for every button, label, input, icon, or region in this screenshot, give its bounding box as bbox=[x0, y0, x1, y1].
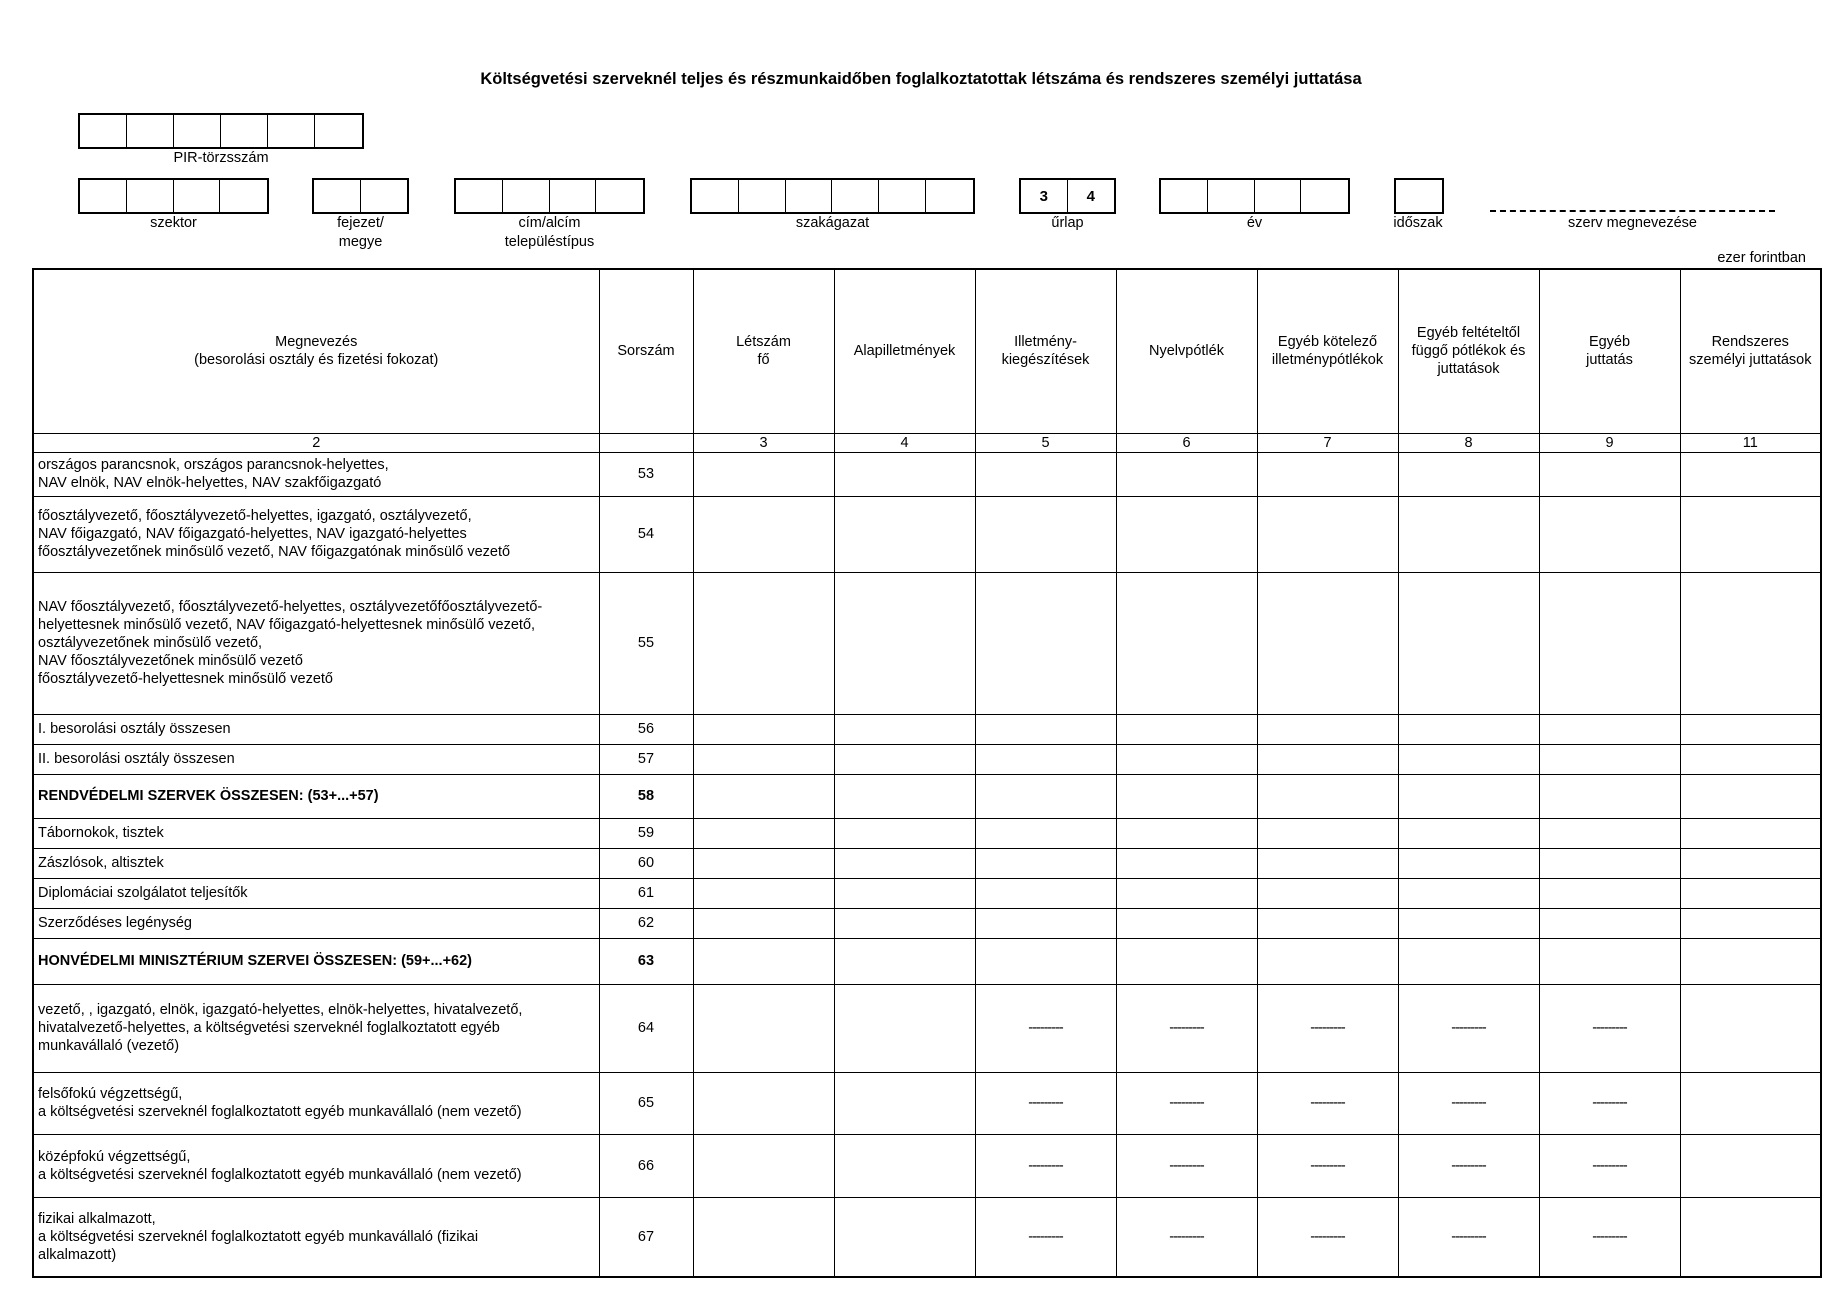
digit-box[interactable] bbox=[926, 180, 973, 212]
row-label bbox=[33, 744, 599, 774]
row-label-line: főosztályvezető, főosztályvezető-helyettes, igazgató, osztályvezető, bbox=[38, 508, 472, 524]
header-line: fő bbox=[757, 352, 770, 369]
cell-supplements[interactable] bbox=[975, 878, 1116, 908]
col-header-headcount bbox=[693, 269, 834, 433]
digit-box[interactable] bbox=[1255, 180, 1302, 212]
org-name-label: szerv megnevezése bbox=[1568, 215, 1697, 231]
cell-supplements[interactable] bbox=[975, 452, 1116, 496]
row-label-line: a költségvetési szerveknél foglalkoztatott egyéb munkavállaló (nem vezető) bbox=[38, 1104, 522, 1120]
column-number: 7 bbox=[1257, 433, 1398, 452]
cell-other-conditional[interactable] bbox=[1398, 714, 1539, 744]
cell-headcount[interactable] bbox=[693, 452, 834, 496]
cell-other-conditional: --------- bbox=[1398, 1134, 1539, 1197]
row-label bbox=[33, 908, 599, 938]
cell-headcount[interactable] bbox=[693, 1072, 834, 1134]
form-digit: 3 bbox=[1021, 180, 1068, 212]
digit-box[interactable] bbox=[314, 180, 361, 212]
cell-supplements[interactable] bbox=[975, 908, 1116, 938]
col-header-supplements bbox=[975, 269, 1116, 433]
header-line: kiegészítések bbox=[1001, 352, 1090, 369]
row-label-line: Tábornokok, tisztek bbox=[38, 825, 164, 841]
row-serial: 54 bbox=[599, 496, 693, 572]
col-header-language-bonus: Nyelvpótlék bbox=[1116, 269, 1257, 433]
digit-box[interactable] bbox=[268, 115, 315, 147]
header-row bbox=[33, 269, 1821, 433]
row-label-line: vezető, , igazgató, elnök, igazgató-helyettes, elnök-helyettes, hivatalvezető, bbox=[38, 1002, 523, 1018]
column-number: 6 bbox=[1116, 433, 1257, 452]
digit-box[interactable] bbox=[174, 115, 221, 147]
cell-base-salary[interactable] bbox=[834, 774, 975, 818]
column-number: 5 bbox=[975, 433, 1116, 452]
table-row bbox=[33, 848, 1821, 878]
cell-headcount[interactable] bbox=[693, 714, 834, 744]
row-serial: 61 bbox=[599, 878, 693, 908]
table-row bbox=[33, 908, 1821, 938]
column-number-row bbox=[33, 433, 1821, 452]
cell-supplements[interactable] bbox=[975, 818, 1116, 848]
cell-other-conditional[interactable] bbox=[1398, 878, 1539, 908]
digit-box[interactable] bbox=[1161, 180, 1208, 212]
cell-other-benefits[interactable] bbox=[1539, 572, 1680, 714]
header-line: juttatás bbox=[1586, 352, 1633, 369]
cell-language-bonus[interactable] bbox=[1116, 452, 1257, 496]
cell-other-benefits[interactable] bbox=[1539, 714, 1680, 744]
cell-supplements: --------- bbox=[975, 1134, 1116, 1197]
row-label-line: fizikai alkalmazott, bbox=[38, 1210, 156, 1227]
row-label-line: főosztályvezető-helyettesnek minősülő vezető bbox=[38, 671, 333, 687]
cell-other-conditional[interactable] bbox=[1398, 744, 1539, 774]
cell-other-conditional[interactable] bbox=[1398, 452, 1539, 496]
cell-base-salary[interactable] bbox=[834, 938, 975, 984]
digit-box[interactable] bbox=[456, 180, 503, 212]
header-line: Egyéb kötelező bbox=[1277, 334, 1378, 351]
cell-headcount[interactable] bbox=[693, 572, 834, 714]
cell-language-bonus[interactable] bbox=[1116, 938, 1257, 984]
digit-box[interactable] bbox=[220, 180, 267, 212]
col-header-name bbox=[33, 269, 599, 433]
cell-other-benefits[interactable] bbox=[1539, 774, 1680, 818]
digit-box[interactable] bbox=[80, 180, 127, 212]
row-serial: 66 bbox=[599, 1134, 693, 1197]
row-label-line: NAV főosztályvezetőnek minősülő vezető bbox=[38, 653, 303, 669]
column-number: 8 bbox=[1398, 433, 1539, 452]
cell-base-salary[interactable] bbox=[834, 714, 975, 744]
table-row bbox=[33, 818, 1821, 848]
row-label bbox=[33, 1072, 599, 1134]
cell-base-salary[interactable] bbox=[834, 848, 975, 878]
cell-regular-personal[interactable] bbox=[1680, 714, 1821, 744]
cell-regular-personal[interactable] bbox=[1680, 452, 1821, 496]
cell-other-mandatory[interactable] bbox=[1257, 938, 1398, 984]
table-row bbox=[33, 744, 1821, 774]
cell-other-mandatory[interactable] bbox=[1257, 744, 1398, 774]
cell-base-salary[interactable] bbox=[834, 908, 975, 938]
form-boxes bbox=[1019, 178, 1116, 214]
row-label bbox=[33, 774, 599, 818]
row-label bbox=[33, 938, 599, 984]
row-label-line: helyettesnek minősülő vezető, NAV főigazgató-helyettesnek minősülő vezető, bbox=[38, 617, 536, 633]
cell-language-bonus[interactable] bbox=[1116, 744, 1257, 774]
cell-other-benefits[interactable] bbox=[1539, 848, 1680, 878]
cell-regular-personal[interactable] bbox=[1680, 496, 1821, 572]
data-table bbox=[32, 268, 1822, 1278]
header-line: Létszám bbox=[736, 334, 791, 351]
cell-other-mandatory[interactable] bbox=[1257, 496, 1398, 572]
row-serial: 65 bbox=[599, 1072, 693, 1134]
cell-other-conditional[interactable] bbox=[1398, 938, 1539, 984]
period-label: időszak bbox=[1393, 215, 1443, 231]
cell-base-salary[interactable] bbox=[834, 744, 975, 774]
cell-regular-personal[interactable] bbox=[1680, 848, 1821, 878]
row-label bbox=[33, 714, 599, 744]
cell-supplements: --------- bbox=[975, 984, 1116, 1072]
digit-box[interactable] bbox=[127, 180, 174, 212]
cell-other-mandatory: --------- bbox=[1257, 1134, 1398, 1197]
row-label-line: főosztályvezetőnek minősülő vezető, NAV főigazgatónak minősülő vezető bbox=[38, 544, 511, 560]
table-row bbox=[33, 774, 1821, 818]
cell-language-bonus: --------- bbox=[1116, 984, 1257, 1072]
row-serial: 57 bbox=[599, 744, 693, 774]
branch-label: szakágazat bbox=[795, 215, 870, 231]
digit-box[interactable] bbox=[361, 180, 408, 212]
digit-box[interactable] bbox=[596, 180, 643, 212]
row-serial: 53 bbox=[599, 452, 693, 496]
table-row bbox=[33, 496, 1821, 572]
header-line: illetménypótlékok bbox=[1271, 352, 1384, 369]
cell-base-salary[interactable] bbox=[834, 1072, 975, 1134]
chapter-label bbox=[312, 214, 409, 252]
row-label-line: RENDVÉDELMI SZERVEK ÖSSZESEN: (53+...+57) bbox=[38, 788, 379, 804]
cell-other-mandatory: --------- bbox=[1257, 984, 1398, 1072]
table-row bbox=[33, 714, 1821, 744]
cell-other-mandatory: --------- bbox=[1257, 1072, 1398, 1134]
row-serial: 55 bbox=[599, 572, 693, 714]
header-line: Egyéb feltételtől bbox=[1416, 325, 1521, 342]
cell-supplements[interactable] bbox=[975, 774, 1116, 818]
pir-label: PIR-törzsszám bbox=[173, 150, 269, 166]
document-title: Költségvetési szerveknél teljes és részmunkaidőben foglalkoztatottak létszáma és rendszeres személyi juttatása bbox=[480, 70, 1362, 88]
digit-box[interactable] bbox=[174, 180, 221, 212]
col-header-other-conditional bbox=[1398, 269, 1539, 433]
row-serial: 58 bbox=[599, 774, 693, 818]
cell-other-conditional[interactable] bbox=[1398, 818, 1539, 848]
cell-supplements: --------- bbox=[975, 1197, 1116, 1277]
cell-other-conditional[interactable] bbox=[1398, 774, 1539, 818]
row-label-line: a költségvetési szerveknél foglalkoztatott egyéb munkavállaló (nem vezető) bbox=[38, 1166, 522, 1183]
row-label-line: HONVÉDELMI MINISZTÉRIUM SZERVEI ÖSSZESEN: (59+...+62) bbox=[38, 953, 473, 969]
cell-base-salary[interactable] bbox=[834, 452, 975, 496]
cell-language-bonus[interactable] bbox=[1116, 848, 1257, 878]
cell-base-salary[interactable] bbox=[834, 878, 975, 908]
cell-supplements[interactable] bbox=[975, 938, 1116, 984]
cell-supplements[interactable] bbox=[975, 848, 1116, 878]
cell-headcount[interactable] bbox=[693, 878, 834, 908]
row-serial: 67 bbox=[599, 1197, 693, 1277]
header-line: (besorolási osztály és fizetési fokozat) bbox=[194, 352, 439, 369]
digit-box[interactable] bbox=[503, 180, 550, 212]
digit-box[interactable] bbox=[879, 180, 926, 212]
row-label-line: a költségvetési szerveknél foglalkoztatott egyéb munkavállaló (fizikai bbox=[38, 1228, 479, 1245]
cell-language-bonus[interactable] bbox=[1116, 908, 1257, 938]
cell-other-benefits: --------- bbox=[1539, 984, 1680, 1072]
digit-box[interactable] bbox=[786, 180, 833, 212]
cell-other-benefits[interactable] bbox=[1539, 744, 1680, 774]
row-serial: 63 bbox=[599, 938, 693, 984]
cell-language-bonus[interactable] bbox=[1116, 572, 1257, 714]
row-label-line: hivatalvezető-helyettes, a költségvetési szerveknél foglalkoztatott egyéb bbox=[38, 1020, 500, 1036]
cell-regular-personal[interactable] bbox=[1680, 984, 1821, 1072]
row-label-line: alkalmazott) bbox=[38, 1246, 117, 1263]
row-label bbox=[33, 818, 599, 848]
cell-headcount[interactable] bbox=[693, 818, 834, 848]
chapter-label-line: megye bbox=[338, 234, 383, 250]
cell-other-conditional[interactable] bbox=[1398, 572, 1539, 714]
row-serial: 59 bbox=[599, 818, 693, 848]
cell-headcount[interactable] bbox=[693, 1197, 834, 1277]
cell-other-benefits[interactable] bbox=[1539, 878, 1680, 908]
cell-other-mandatory[interactable] bbox=[1257, 908, 1398, 938]
header-line: személyi juttatások bbox=[1689, 352, 1812, 369]
cell-supplements: --------- bbox=[975, 1072, 1116, 1134]
cell-headcount[interactable] bbox=[693, 848, 834, 878]
cell-headcount[interactable] bbox=[693, 984, 834, 1072]
cell-supplements[interactable] bbox=[975, 572, 1116, 714]
column-number: 2 bbox=[33, 433, 599, 452]
row-label-line: NAV főigazgató, NAV főigazgató-helyettes, NAV igazgató-helyettes bbox=[38, 526, 467, 542]
title-label-line: cím/alcím bbox=[518, 215, 581, 231]
cell-other-conditional: --------- bbox=[1398, 984, 1539, 1072]
column-number: 4 bbox=[834, 433, 975, 452]
cell-base-salary[interactable] bbox=[834, 1197, 975, 1277]
cell-other-mandatory[interactable] bbox=[1257, 714, 1398, 744]
digit-box[interactable] bbox=[1301, 180, 1348, 212]
cell-language-bonus[interactable] bbox=[1116, 818, 1257, 848]
column-number: 9 bbox=[1539, 433, 1680, 452]
cell-other-benefits[interactable] bbox=[1539, 452, 1680, 496]
cell-language-bonus: --------- bbox=[1116, 1197, 1257, 1277]
table-row bbox=[33, 1072, 1821, 1134]
row-serial: 56 bbox=[599, 714, 693, 744]
table-row bbox=[33, 1197, 1821, 1277]
form-digit: 4 bbox=[1086, 187, 1095, 205]
year-boxes[interactable] bbox=[1159, 178, 1350, 214]
cell-regular-personal[interactable] bbox=[1680, 938, 1821, 984]
cell-other-mandatory: --------- bbox=[1257, 1197, 1398, 1277]
digit-box[interactable] bbox=[315, 115, 362, 147]
digit-box[interactable] bbox=[127, 115, 174, 147]
header-line: Megnevezés bbox=[275, 334, 358, 351]
cell-other-benefits[interactable] bbox=[1539, 938, 1680, 984]
cell-language-bonus[interactable] bbox=[1116, 774, 1257, 818]
cell-supplements[interactable] bbox=[975, 714, 1116, 744]
cell-regular-personal[interactable] bbox=[1680, 1134, 1821, 1197]
table-row bbox=[33, 938, 1821, 984]
table-row bbox=[33, 878, 1821, 908]
row-label-line: országos parancsnok, országos parancsnok-helyettes, bbox=[38, 457, 389, 473]
cell-other-mandatory[interactable] bbox=[1257, 848, 1398, 878]
cell-regular-personal[interactable] bbox=[1680, 1072, 1821, 1134]
header-line: Egyéb bbox=[1588, 334, 1631, 351]
title-boxes[interactable] bbox=[454, 178, 645, 214]
digit-box[interactable] bbox=[832, 180, 879, 212]
cell-other-conditional: --------- bbox=[1398, 1072, 1539, 1134]
title-label-line: településtípus bbox=[504, 234, 595, 250]
digit-box[interactable] bbox=[221, 115, 268, 147]
table-row bbox=[33, 1134, 1821, 1197]
cell-base-salary[interactable] bbox=[834, 984, 975, 1072]
cell-headcount[interactable] bbox=[693, 908, 834, 938]
header-line: Illetmény- bbox=[1014, 334, 1077, 351]
cell-base-salary[interactable] bbox=[834, 572, 975, 714]
row-label bbox=[33, 1134, 599, 1197]
cell-regular-personal[interactable] bbox=[1680, 774, 1821, 818]
pir-number-boxes[interactable] bbox=[78, 113, 364, 149]
cell-other-conditional[interactable] bbox=[1398, 496, 1539, 572]
table-row bbox=[33, 572, 1821, 714]
row-label-line: Szerződéses legénység bbox=[38, 915, 192, 931]
col-header-other-benefits bbox=[1539, 269, 1680, 433]
row-serial: 60 bbox=[599, 848, 693, 878]
row-label-line: II. besorolási osztály összesen bbox=[38, 751, 235, 767]
header-line: Rendszeres bbox=[1711, 334, 1789, 351]
cell-regular-personal[interactable] bbox=[1680, 1197, 1821, 1277]
row-serial: 62 bbox=[599, 908, 693, 938]
cell-language-bonus: --------- bbox=[1116, 1072, 1257, 1134]
cell-headcount[interactable] bbox=[693, 744, 834, 774]
digit-box[interactable] bbox=[550, 180, 597, 212]
cell-regular-personal[interactable] bbox=[1680, 572, 1821, 714]
year-label: év bbox=[1246, 215, 1263, 231]
cell-supplements[interactable] bbox=[975, 744, 1116, 774]
cell-other-benefits: --------- bbox=[1539, 1134, 1680, 1197]
cell-other-mandatory[interactable] bbox=[1257, 818, 1398, 848]
unit-note: ezer forintban bbox=[1717, 250, 1806, 266]
table-row bbox=[33, 452, 1821, 496]
cell-headcount[interactable] bbox=[693, 496, 834, 572]
row-label-line: Zászlósok, altisztek bbox=[38, 855, 164, 871]
cell-base-salary[interactable] bbox=[834, 1134, 975, 1197]
row-label-line: felsőfokú végzettségű, bbox=[38, 1086, 183, 1102]
branch-boxes[interactable] bbox=[690, 178, 975, 214]
row-label-line: NAV elnök, NAV elnök-helyettes, NAV szakfőigazgató bbox=[38, 475, 382, 491]
row-label-line: munkavállaló (vezető) bbox=[38, 1038, 180, 1054]
cell-regular-personal[interactable] bbox=[1680, 744, 1821, 774]
cell-regular-personal[interactable] bbox=[1680, 908, 1821, 938]
cell-regular-personal[interactable] bbox=[1680, 818, 1821, 848]
cell-other-conditional[interactable] bbox=[1398, 848, 1539, 878]
cell-headcount[interactable] bbox=[693, 1134, 834, 1197]
row-label-line: I. besorolási osztály összesen bbox=[38, 721, 231, 737]
header-line: juttatások bbox=[1437, 361, 1500, 378]
cell-other-conditional: --------- bbox=[1398, 1197, 1539, 1277]
header-line: függő pótlékok és bbox=[1411, 343, 1526, 360]
cell-base-salary[interactable] bbox=[834, 818, 975, 848]
period-box[interactable] bbox=[1394, 178, 1444, 214]
row-label bbox=[33, 496, 599, 572]
cell-headcount[interactable] bbox=[693, 774, 834, 818]
row-label bbox=[33, 1197, 599, 1277]
column-number bbox=[599, 433, 693, 452]
cell-other-benefits: --------- bbox=[1539, 1197, 1680, 1277]
row-label-line: NAV főosztályvezető, főosztályvezető-helyettes, osztályvezetőfőosztályvezető- bbox=[38, 599, 543, 615]
cell-supplements[interactable] bbox=[975, 496, 1116, 572]
row-label-line: Diplomáciai szolgálatot teljesítők bbox=[38, 885, 248, 901]
cell-other-mandatory[interactable] bbox=[1257, 452, 1398, 496]
digit-box[interactable] bbox=[1208, 180, 1255, 212]
cell-other-benefits[interactable] bbox=[1539, 496, 1680, 572]
digit-box[interactable] bbox=[692, 180, 739, 212]
cell-headcount[interactable] bbox=[693, 938, 834, 984]
cell-other-benefits[interactable] bbox=[1539, 818, 1680, 848]
row-label bbox=[33, 878, 599, 908]
column-number: 3 bbox=[693, 433, 834, 452]
digit-box[interactable] bbox=[1396, 180, 1442, 212]
cell-regular-personal[interactable] bbox=[1680, 878, 1821, 908]
cell-language-bonus[interactable] bbox=[1116, 496, 1257, 572]
row-label bbox=[33, 452, 599, 496]
form-label: űrlap bbox=[1051, 215, 1084, 231]
cell-other-mandatory[interactable] bbox=[1257, 774, 1398, 818]
row-label bbox=[33, 984, 599, 1072]
row-serial: 64 bbox=[599, 984, 693, 1072]
table-row bbox=[33, 984, 1821, 1072]
cell-other-conditional[interactable] bbox=[1398, 908, 1539, 938]
column-number: 11 bbox=[1680, 433, 1821, 452]
chapter-boxes[interactable] bbox=[312, 178, 409, 214]
title-code-label bbox=[454, 214, 645, 252]
row-label-line: középfokú végzettségű, bbox=[38, 1148, 191, 1165]
cell-language-bonus[interactable] bbox=[1116, 878, 1257, 908]
cell-language-bonus[interactable] bbox=[1116, 714, 1257, 744]
org-name-line[interactable] bbox=[1490, 210, 1775, 212]
cell-language-bonus: --------- bbox=[1116, 1134, 1257, 1197]
sector-boxes[interactable] bbox=[78, 178, 269, 214]
cell-other-mandatory[interactable] bbox=[1257, 572, 1398, 714]
sector-label: szektor bbox=[150, 215, 197, 231]
row-label-line: osztályvezetőnek minősülő vezető, bbox=[38, 635, 263, 651]
chapter-label-line: fejezet/ bbox=[337, 215, 384, 231]
cell-other-mandatory[interactable] bbox=[1257, 878, 1398, 908]
col-header-regular-personal bbox=[1680, 269, 1821, 433]
digit-box[interactable] bbox=[739, 180, 786, 212]
cell-other-benefits: --------- bbox=[1539, 1072, 1680, 1134]
row-label bbox=[33, 572, 599, 714]
digit-box[interactable] bbox=[80, 115, 127, 147]
col-header-base-salary: Alapilletmények bbox=[834, 269, 975, 433]
cell-base-salary[interactable] bbox=[834, 496, 975, 572]
row-label bbox=[33, 848, 599, 878]
cell-other-benefits[interactable] bbox=[1539, 908, 1680, 938]
col-header-other-mandatory bbox=[1257, 269, 1398, 433]
col-header-serial: Sorszám bbox=[599, 269, 693, 433]
